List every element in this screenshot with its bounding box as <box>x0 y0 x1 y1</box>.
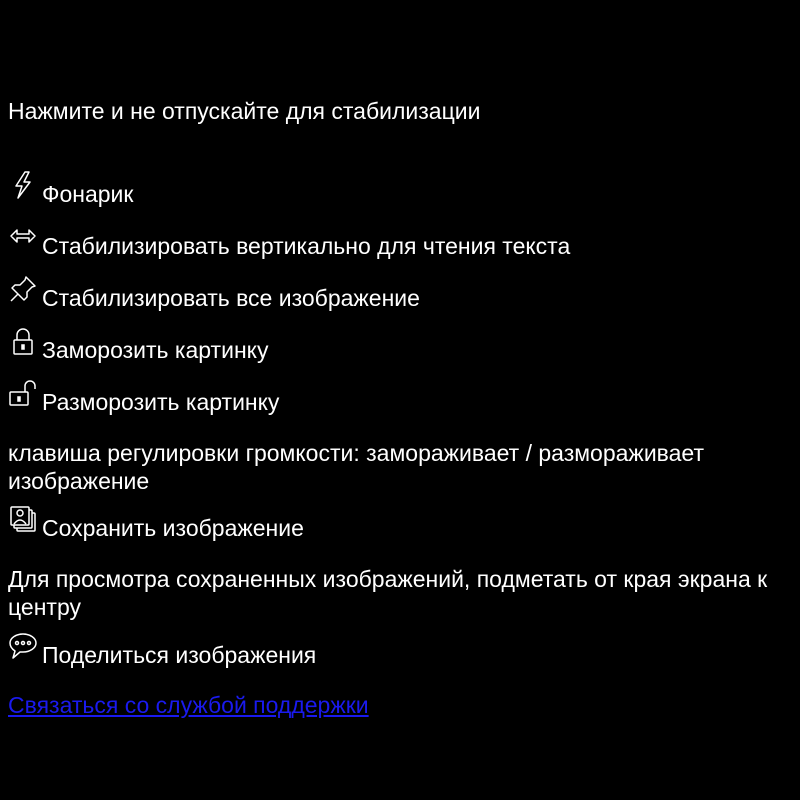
save-item <box>8 512 792 542</box>
freeze-item <box>8 334 792 364</box>
stabilize-vertical-label: Стабилизировать вертикально для чтения текста <box>42 233 571 259</box>
stabilize-all-label: Стабилизировать все изображение <box>42 285 420 311</box>
save-label: Сохранить изображение <box>42 515 304 541</box>
gallery-icon <box>8 504 38 534</box>
speech-bubble-icon <box>8 631 38 661</box>
lock-icon <box>8 326 38 356</box>
flashlight-label: Фонарик <box>42 181 134 207</box>
unlock-icon <box>8 378 38 408</box>
unfreeze-item <box>8 386 792 416</box>
share-item <box>8 639 792 669</box>
share-label: Поделиться изображения <box>42 642 317 668</box>
freeze-label: Заморозить картинку <box>42 337 269 363</box>
flashlight-item <box>8 178 792 208</box>
flashlight-icon <box>8 170 38 200</box>
pushpin-icon <box>8 274 38 304</box>
stabilize-all-item <box>8 282 792 312</box>
horizontal-arrows-icon <box>8 222 38 252</box>
support-link[interactable]: Связаться со службой поддержки <box>8 692 369 718</box>
unfreeze-label: Разморозить картинку <box>42 389 280 415</box>
stabilize-vertical-item <box>8 230 792 260</box>
volume-key-note: клавиша регулировки громкости: замораживает / размораживает изображение <box>8 440 704 494</box>
hold-instruction: Нажмите и не отпускайте для стабилизации <box>8 98 481 124</box>
gallery-hint: Для просмотра сохраненных изображений, подметать от края экрана к центру <box>8 566 768 620</box>
